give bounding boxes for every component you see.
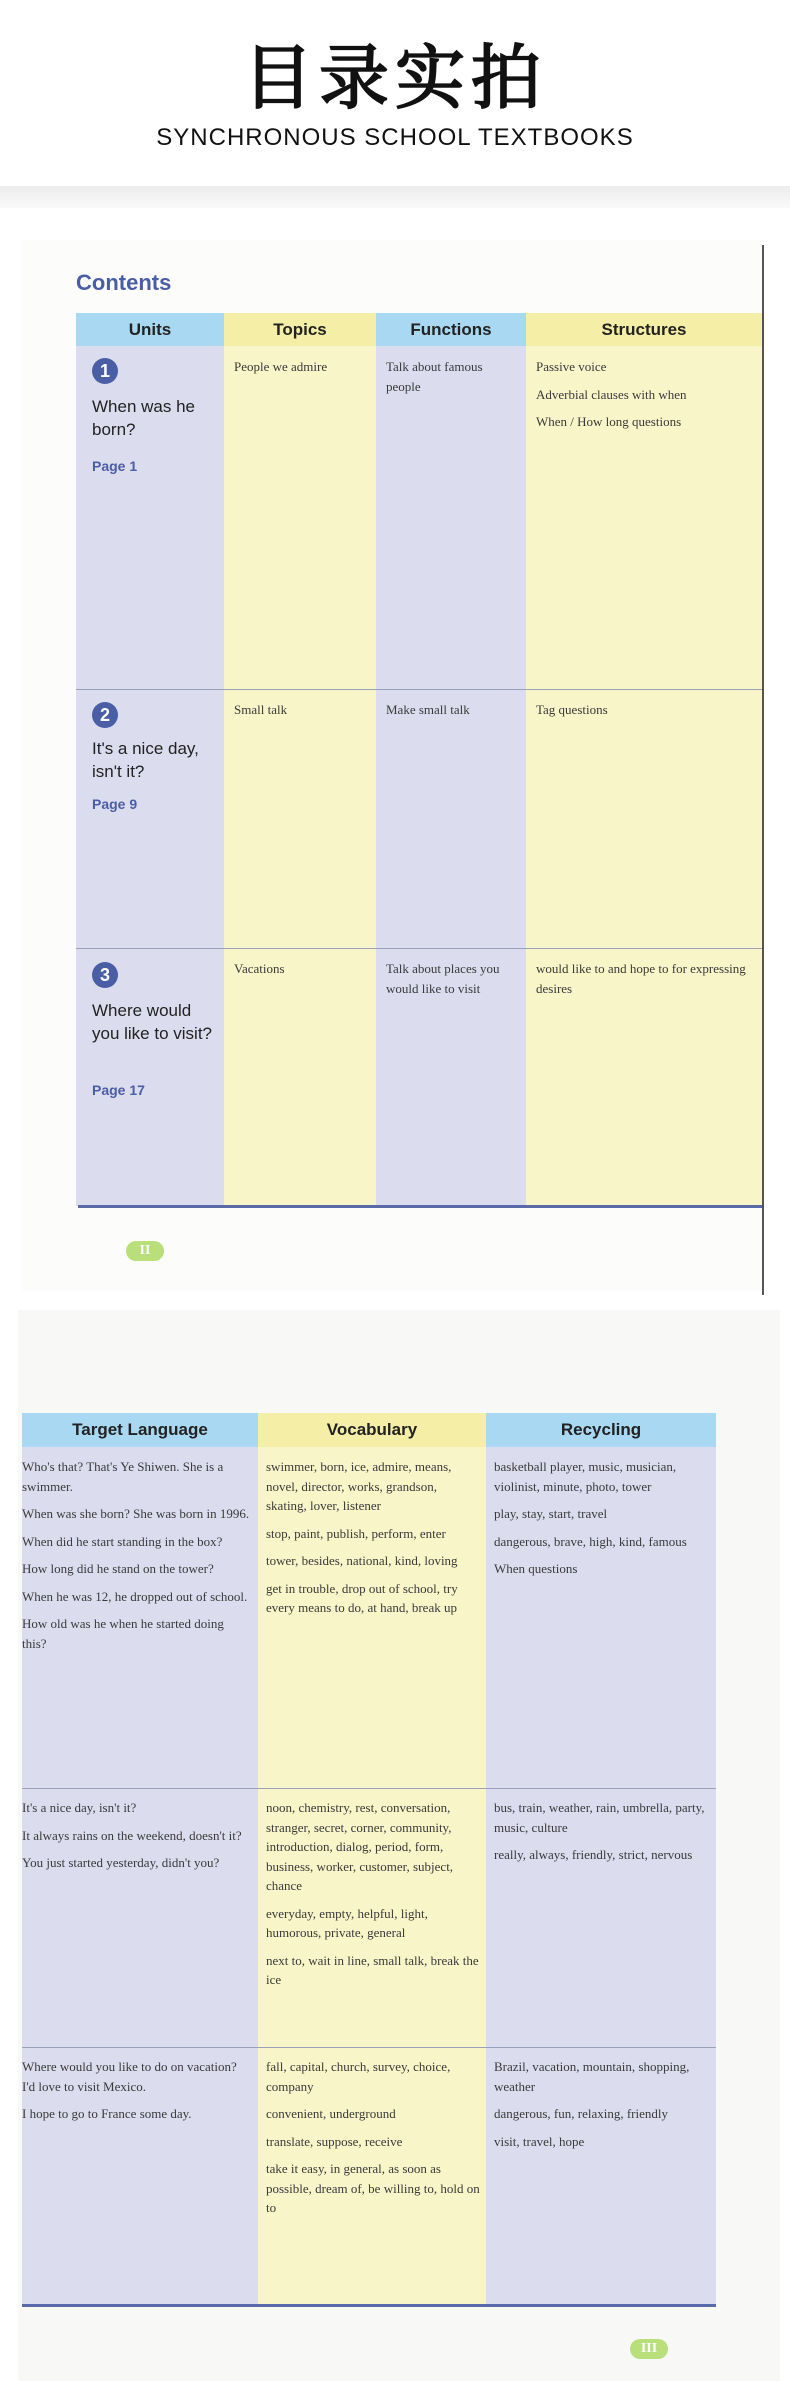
vocabulary-cell bbox=[266, 1457, 480, 1626]
vocabulary-item: translate, suppose, receive bbox=[266, 2133, 403, 2149]
header-subtitle: SYNCHRONOUS SCHOOL TEXTBOOKS bbox=[156, 124, 634, 151]
row-divider bbox=[22, 2047, 716, 2048]
target-language-item: You just started yesterday, didn't you? bbox=[22, 1855, 220, 1870]
recycling-item: Brazil, vacation, mountain, shopping, weather bbox=[494, 2059, 690, 2094]
unit-page-link[interactable]: Page 17 bbox=[92, 1082, 145, 1098]
vocabulary-item: next to, wait in line, small talk, break the ice bbox=[266, 1952, 479, 1987]
vocabulary-item: take it easy, in general, as soon as possible, dream of, be willing to, hold on to bbox=[266, 2161, 480, 2215]
vocabulary-item: swimmer, born, ice, admire, means, novel, director, works, grandson, skating, lover, listener bbox=[266, 1459, 452, 1513]
recycling-item: When questions bbox=[494, 1561, 578, 1576]
row-divider bbox=[22, 1788, 716, 1789]
structure-item: would like to and hope to for expressing desires bbox=[536, 961, 746, 996]
target-language-item: I hope to go to France some day. bbox=[22, 2106, 192, 2121]
column-header-topics: Topics bbox=[224, 313, 376, 346]
page-number-badge: III bbox=[630, 2339, 668, 2359]
unit-number-badge: 1 bbox=[92, 358, 118, 384]
unit-number-badge: 2 bbox=[92, 702, 118, 728]
recycling-cell bbox=[494, 1798, 710, 1873]
table-bottom-rule bbox=[78, 1205, 762, 1208]
structures-column bbox=[526, 346, 762, 1206]
unit-function: Make small talk bbox=[386, 702, 470, 717]
structure-item: Adverbial clauses with when bbox=[536, 386, 687, 402]
recycling-cell bbox=[494, 1457, 710, 1587]
header-title: 目录实拍 bbox=[243, 37, 547, 119]
structure-item: Passive voice bbox=[536, 359, 607, 374]
recycling-cell bbox=[494, 2057, 710, 2159]
target-language-item: Where would you like to do on vacation? I'd love to visit Mexico. bbox=[22, 2059, 237, 2094]
column-header-recycling: Recycling bbox=[486, 1413, 716, 1447]
unit-number-badge: 3 bbox=[92, 962, 118, 988]
header-divider bbox=[0, 186, 790, 208]
vocabulary-item: get in trouble, drop out of school, try every means to do, at hand, break up bbox=[266, 1580, 458, 1615]
page-number-badge: II bbox=[126, 1241, 164, 1261]
unit-function: Talk about places you would like to visit bbox=[386, 961, 500, 996]
target-language-item: When did he start standing in the box? bbox=[22, 1533, 223, 1549]
target-language-cell bbox=[22, 1457, 250, 1661]
target-language-cell bbox=[22, 1798, 250, 1881]
unit-topic: Small talk bbox=[234, 702, 288, 717]
column-header-vocabulary: Vocabulary bbox=[258, 1413, 486, 1447]
structure-item: Tag questions bbox=[536, 702, 608, 717]
unit-topic: Vacations bbox=[234, 961, 285, 976]
target-language-item: It always rains on the weekend, doesn't it? bbox=[22, 1827, 242, 1843]
target-language-item: How long did he stand on the tower? bbox=[22, 1561, 214, 1576]
unit-title: Where would you like to visit? bbox=[92, 1001, 212, 1043]
unit-title: It's a nice day, isn't it? bbox=[92, 739, 199, 781]
target-language-item: It's a nice day, isn't it? bbox=[22, 1800, 137, 1815]
vocabulary-cell bbox=[266, 1798, 480, 1998]
functions-column bbox=[376, 346, 526, 1206]
structure-item: When / How long questions bbox=[536, 414, 682, 429]
target-language-cell bbox=[22, 2057, 250, 2132]
contents-title: Contents bbox=[76, 270, 172, 295]
target-language-item: When he was 12, he dropped out of school. bbox=[22, 1588, 248, 1604]
target-language-item: How old was he when he started doing this? bbox=[22, 1616, 224, 1651]
unit-page-link[interactable]: Page 9 bbox=[92, 796, 138, 812]
column-header-units: Units bbox=[76, 313, 224, 346]
unit-title: When was he born? bbox=[92, 397, 195, 439]
row-divider bbox=[76, 689, 762, 690]
vocabulary-item: tower, besides, national, kind, loving bbox=[266, 1553, 458, 1568]
vocabulary-cell bbox=[266, 2057, 480, 2226]
vocabulary-item: noon, chemistry, rest, conversation, stranger, secret, corner, community, introduction, dialog, period, form, business, worker, customer, subject, chance bbox=[266, 1800, 454, 1893]
unit-function: Talk about famous people bbox=[386, 359, 483, 394]
target-language-item: Who's that? That's Ye Shiwen. She is a swimmer. bbox=[22, 1459, 224, 1494]
unit-structures bbox=[536, 700, 756, 728]
column-header-functions: Functions bbox=[376, 313, 526, 346]
recycling-item: really, always, friendly, strict, nervous bbox=[494, 1847, 693, 1862]
recycling-item: dangerous, brave, high, kind, famous bbox=[494, 1533, 687, 1549]
recycling-item: dangerous, fun, relaxing, friendly bbox=[494, 2106, 669, 2121]
target-language-item: When was she born? She was born in 1996. bbox=[22, 1506, 250, 1521]
column-header-structures: Structures bbox=[526, 313, 762, 346]
page-edge bbox=[762, 245, 764, 1295]
vocabulary-item: stop, paint, publish, perform, enter bbox=[266, 1525, 446, 1541]
recycling-item: visit, travel, hope bbox=[494, 2133, 585, 2149]
unit-structures bbox=[536, 357, 756, 440]
table-bottom-rule bbox=[22, 2304, 716, 2307]
topics-column bbox=[224, 346, 376, 1206]
recycling-item: bus, train, weather, rain, umbrella, party, music, culture bbox=[494, 1800, 705, 1835]
unit-topic: People we admire bbox=[234, 359, 328, 374]
unit-structures bbox=[536, 959, 758, 1006]
vocabulary-item: convenient, underground bbox=[266, 2106, 396, 2121]
unit-page-link[interactable]: Page 1 bbox=[92, 458, 138, 474]
row-divider bbox=[76, 948, 762, 949]
vocabulary-item: everyday, empty, helpful, light, humorous, private, general bbox=[266, 1905, 428, 1940]
vocabulary-item: fall, capital, church, survey, choice, company bbox=[266, 2059, 451, 2094]
column-header-target-language: Target Language bbox=[22, 1413, 258, 1447]
recycling-item: basketball player, music, musician, violinist, minute, photo, tower bbox=[494, 1459, 677, 1494]
recycling-item: play, stay, start, travel bbox=[494, 1506, 608, 1521]
